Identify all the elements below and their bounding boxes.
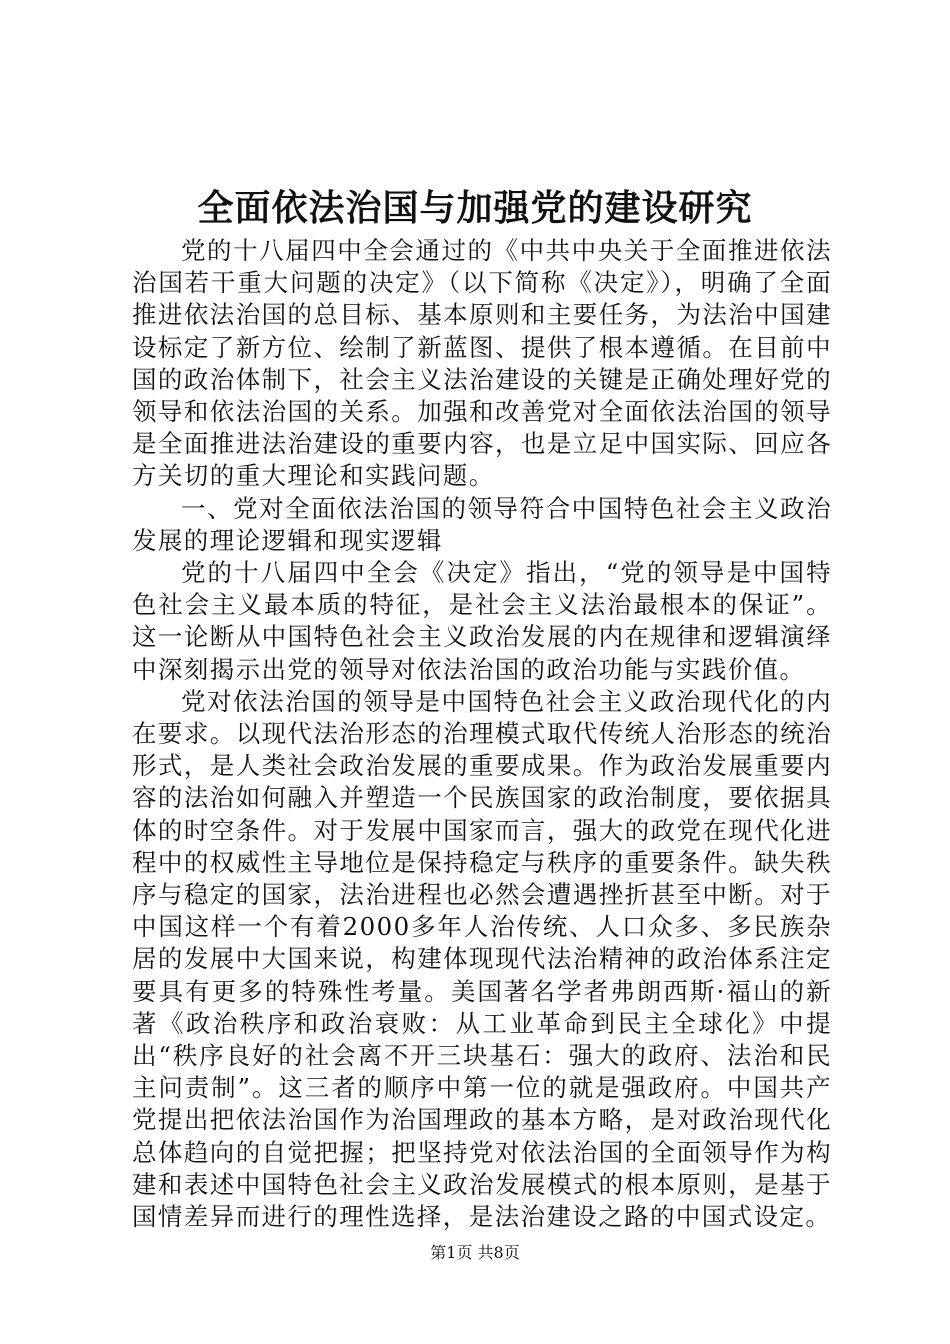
page-number-footer: 第1页 共8页	[430, 1243, 520, 1262]
document-body	[132, 235, 832, 1233]
document-title: 全面依法治国与加强党的建设研究	[197, 187, 753, 229]
paragraph-decision-quote: 党的十八届四中全会《决定》指出，“党的领导是中国特色社会主义最本质的特征，是社会主义法治最根本的保证”。这一论断从中国特色社会主义政治发展的内在规律和逻辑演绎中深刻揭示出党的领导对依法治国的政治功能与实践价值。	[132, 558, 832, 684]
paragraph-intro: 党的十八届四中全会通过的《中共中央关于全面推进依法治国若干重大问题的决定》（以下简称《决定》），明确了全面推进依法治国的总目标、基本原则和主要任务，为法治中国建设标定了新方位、绘制了新蓝图、提供了根本遵循。在目前中国的政治体制下，社会主义法治建设的关键是正确处理好党的领导和依法治国的关系。加强和改善党对全面依法治国的领导是全面推进法治建设的重要内容，也是立足中国实际、回应各方关切的重大理论和实践问题。	[132, 236, 832, 491]
paragraph-modernization: 党对依法治国的领导是中国特色社会主义政治现代化的内在要求。以现代法治形态的治理模式取代传统人治形态的统治形式，是人类社会政治发展的重要成果。作为政治发展重要内容的法治如何融入并塑造一个民族国家的政治制度，要依据具体的时空条件。对于发展中国家而言，强大的政党在现代化进程中的权威性主导地位是保持稳定与秩序的重要条件。缺失秩序与稳定的国家，法治进程也必然会遭遇挫折甚至中断。对于中国这样一个有着2000多年人治传统、人口众多、多民族杂居的发展中大国来说，构建体现现代法治精神的政治体系注定要具有更多的特殊性考量。美国著名学者弗朗西斯·福山的新著《政治秩序和政治衰败：从工业革命到民主全球化》中提出“秩序良好的社会离不开三块基石：强大的政府、法治和民主问责制”。这三者的顺序中第一位的就是强政府。中国共产党提出把依法治国作为治国理政的基本方略，是对政治现代化总体趋向的自觉把握；把坚持党对依法治国的全面领导作为构建和表述中国特色社会主义政治发展模式的根本原则，是基于国情差异而进行的理性选择，是法治建设之路的中国式设定。	[132, 686, 832, 1232]
section-heading: 一、党对全面依法治国的领导符合中国特色社会主义政治发展的理论逻辑和现实逻辑	[132, 493, 832, 555]
